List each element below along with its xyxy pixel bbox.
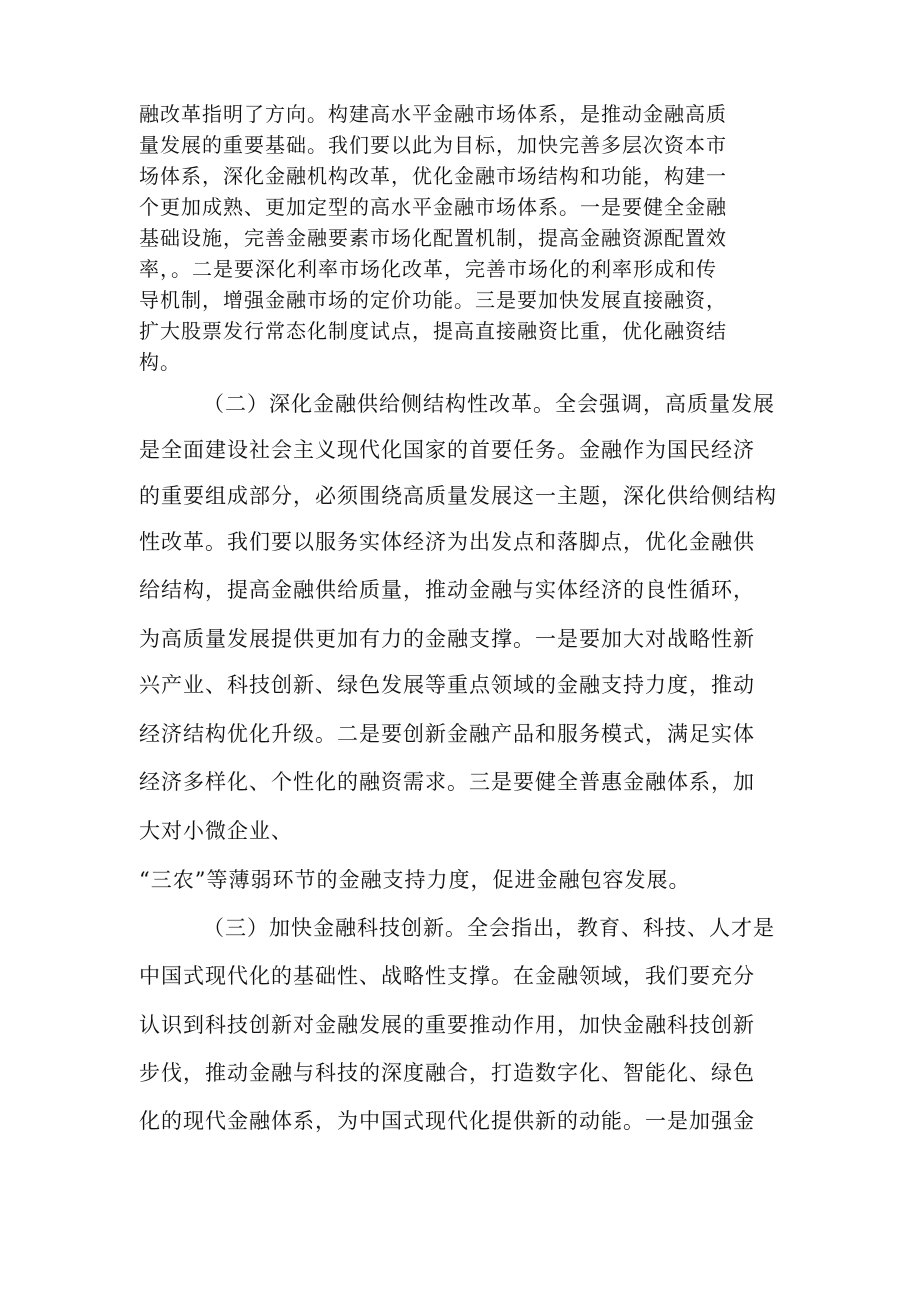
- text-line: 中国式现代化的基础性、战略性支撑。在金融领域，我们要充分: [139, 964, 755, 988]
- text-line: 量发展的重要基础。我们要以此为目标，加快完善多层次资本市: [139, 133, 727, 157]
- text-line: 的重要组成部分，必须围绕高质量发展这一主题，深化供给侧结构: [139, 484, 777, 508]
- text-line: 扩大股票发行常态化制度试点，提高直接融资比重，优化融资结: [139, 319, 727, 343]
- text-line: 经济多样化、个性化的融资需求。三是要健全普惠金融体系，加: [139, 770, 755, 794]
- text-line: 经济结构优化升级。二是要创新金融产品和服务模式，满足实体: [139, 722, 755, 746]
- text-line: 认识到科技创新对金融发展的重要推动作用，加快金融科技创新: [139, 1013, 755, 1037]
- text-line: 兴产业、科技创新、绿色发展等重点领域的金融支持力度，推动: [139, 673, 755, 697]
- text-line: 个更加成熟、更加定型的高水平金融市场体系。一是要健全金融: [139, 195, 727, 219]
- text-line: 融改革指明了方向。构建高水平金融市场体系，是推动金融高质: [139, 102, 727, 126]
- text-line: 率，。二是要深化利率市场化改革，完善市场化的利率形成和传: [139, 257, 717, 281]
- text-line: 步伐，推动金融与科技的深度融合，打造数字化、智能化、绿色: [139, 1061, 755, 1085]
- text-line: 导机制，增强金融市场的定价功能。三是要加快发展直接融资，: [139, 288, 727, 312]
- text-line: （三）加快金融科技创新。全会指出，教育、科技、人才是: [203, 916, 775, 940]
- text-line: 是全面建设社会主义现代化国家的首要任务。金融作为国民经济: [139, 438, 755, 462]
- text-line: “三农”等薄弱环节的金融支持力度，促进金融包容发展。: [139, 868, 691, 892]
- text-line: 性改革。我们要以服务实体经济为出发点和落脚点，优化金融供: [139, 530, 755, 554]
- text-line: 基础设施，完善金融要素市场化配置机制，提高金融资源配置效: [139, 226, 727, 250]
- text-line: 化的现代金融体系，为中国式现代化提供新的动能。一是加强金: [139, 1109, 755, 1133]
- text-line: 给结构，提高金融供给质量，推动金融与实体经济的良性循环，: [139, 578, 755, 602]
- text-line: （二）深化金融供给侧结构性改革。全会强调，高质量发展: [203, 392, 775, 416]
- text-line: 场体系，深化金融机构改革，优化金融市场结构和功能，构建一: [139, 164, 727, 188]
- text-line: 大对小微企业、: [139, 819, 293, 843]
- text-line: 构。: [139, 350, 181, 374]
- text-line: 为高质量发展提供更加有力的金融支撑。一是要加大对战略性新: [139, 627, 755, 651]
